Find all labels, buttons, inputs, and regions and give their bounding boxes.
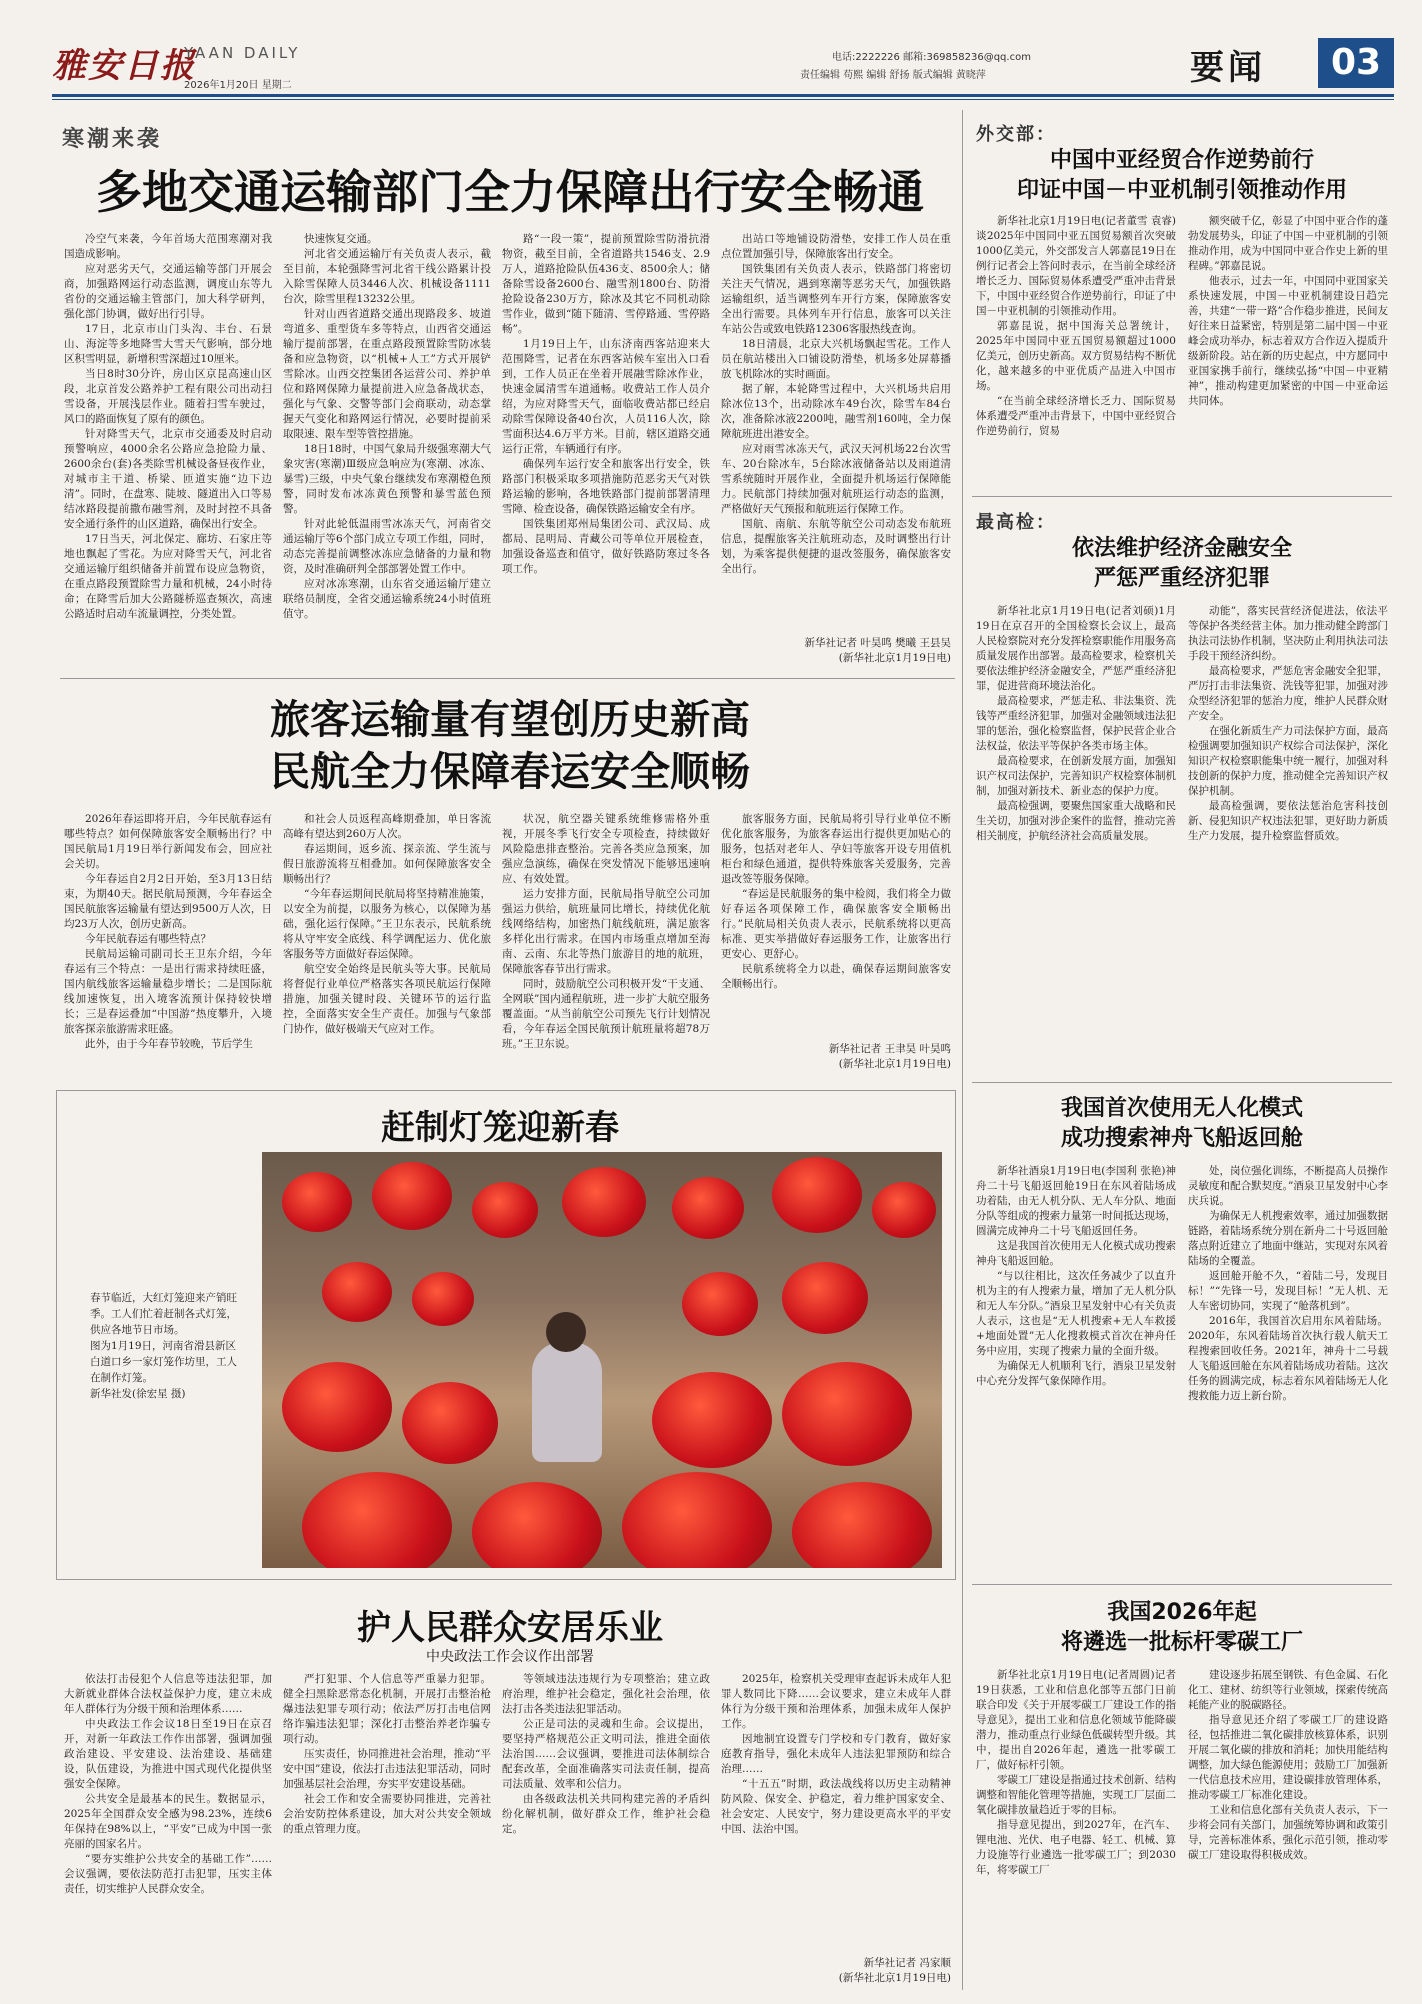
paragraph: 状况，航空器关键系统维修需格外重视，开展冬季飞行安全专项检查，持续做好风险隐患排查整治。完善各类应急预案，加强应急演练，确保在突发情况下能够迅速响应、有效处置。	[502, 813, 710, 885]
story2-headline-line1: 依法维护经济金融安全	[1071, 536, 1292, 561]
story1-column-1	[976, 214, 1176, 486]
security-column-3	[502, 1672, 710, 1988]
paragraph: 在强化新质生产力司法保护方面，最高检强调要加强知识产权综合司法保护，深化知识产权检察职能集中统一履行，加强对科技创新的保护力度，推动健全完善知识产权保护机制。	[1188, 725, 1388, 797]
photo-caption-block	[90, 1290, 240, 1402]
paragraph: 额突破千亿，彰显了中国中亚合作的蓬勃发展势头，印证了中国－中亚机制的引领推动作用，成为中国同中亚合作史上新的里程碑。”郭嘉昆说。	[1188, 215, 1388, 272]
story1-headline	[972, 146, 1392, 206]
paragraph: 返回舱开舱不久，“着陆二号，发现目标！”“先锋一号，发现目标！”无人机、无人车密切协同，实现了“舱落机到”。	[1188, 1270, 1388, 1312]
lantern-shape	[782, 1262, 868, 1334]
section-title: 要闻	[1190, 48, 1266, 88]
travel-column-1	[64, 812, 272, 1074]
paragraph: “今年春运期间民航局将坚持精准施策，以安全为前提，以服务为核心，以保障为基础，强化运行保障。”王卫东表示，民航系统将从守牢安全底线、科学调配运力、优化旅客服务等方面做好春运保障。	[283, 888, 491, 960]
paragraph: “与以往相比，这次任务减少了以直升机为主的有人搜索力量，增加了无人机分队和无人车分队。”酒泉卫星发射中心有关负责人表示，这也是“无人机搜索+无人车救援+地面处置”无人化搜救模式首次在神舟任务中应用，实现了搜索力量的全面升级。	[976, 1270, 1176, 1357]
paragraph: 国铁集团有关负责人表示，铁路部门将密切关注天气情况，遇到寒潮等恶劣天气，加强铁路运输组织，适当调整列车开行方案，保障旅客安全出行需要。具体列车开行信息，旅客可以关注车站公告或致电铁路12306客服热线查询。	[721, 263, 951, 335]
paragraph: 针对山西省道路交通出现路段多、坡道弯道多、重型货车多等特点，山西省交通运输厅提前部署，在重点路段预置除雪防冰装备和应急物资，以“机械+人工”方式开展铲雪除冰。山西交控集团各运营公司、养护单位和路网保障力量提前进入应急备战状态，强化与气象、交警等部门会商联动，动态掌握天气变化和路网运行情况，必要时提前采取限速、限车型等管控措施。	[283, 308, 491, 440]
worker-head	[546, 1312, 586, 1352]
lantern-shape	[562, 1167, 646, 1237]
paragraph: 2025年，检察机关受理审查起诉未成年人犯罪人数同比下降……会议要求，建立未成年人群体行为分级干预和治理体系，加强未成年人保护工作。	[721, 1673, 951, 1730]
paragraph: 动能”，落实民营经济促进法，依法平等保护各类经营主体。加力推动健全跨部门执法司法协作机制，坚决防止利用执法司法手段干预经济纠纷。	[1188, 605, 1388, 662]
paragraph: 新华社酒泉1月19日电(李国利 张艳)神舟二十号飞船返回舱19日在东风着陆场成功着陆，由无人机分队、无人车分队、地面分队等组成的搜索力量第一时间抵达现场，圆满完成神舟二十号飞船返回任务。	[976, 1165, 1176, 1237]
security-column-2	[283, 1672, 491, 1988]
travel-signature	[721, 1042, 951, 1076]
paragraph: 应对冰冻寒潮，山东省交通运输厅建立联络员制度，全省交通运输系统24小时值班值守。	[283, 578, 491, 620]
section-rule	[60, 678, 955, 679]
paragraph: 建设逐步拓展至钢铁、有色金属、石化化工、建材、纺织等行业领域，探索传统高耗能产业的脱碳路径。	[1188, 1669, 1388, 1711]
photo-headline: 赶制灯笼迎新春	[381, 1108, 619, 1148]
travel-column-3	[502, 812, 710, 1074]
paragraph: 新华社北京1月19日电(记者周圆)记者19日获悉，工业和信息化部等五部门日前联合印发《关于开展零碳工厂建设工作的指导意见》，提出工业和信息化领域节能降碳潜力，推动重点行业绿色低碳转型升级。其中，提出自2026年起，遴选一批零碳工厂，做好标杆引领。	[976, 1669, 1176, 1771]
paragraph: 旅客服务方面，民航局将引导行业单位不断优化旅客服务，为旅客春运出行提供更加贴心的服务，包括对老年人、孕妇等旅客开设专用值机柜台和绿色通道，提供特殊旅客关爱服务，完善退改签等服务保障。	[721, 813, 951, 885]
header-rule-thin	[52, 99, 1394, 100]
story2-column-1	[976, 604, 1176, 1074]
paragraph: 社会工作和安全需要协同推进，完善社会治安防控体系建设，加大对公共安全领域的重点管理力度。	[283, 1793, 491, 1835]
paragraph: 民航系统将全力以赴，确保春运期间旅客安全顺畅出行。	[721, 963, 951, 990]
header-rule	[52, 94, 1394, 97]
lantern-shape	[872, 1182, 936, 1238]
paragraph: 应对雨雪冰冻天气，武汉天河机场22台次雪车、20台除冰车，5台除冰液储备站以及雨道清雪系统随时开展作业，全面提升机场运行保障能力。民航部门持续加强对航班运行动态的监测，严格做好天气预报和航班运行保障工作。	[721, 443, 951, 515]
paragraph: 据了解，本轮降雪过程中，大兴机场共启用除冰位13个，出动除冰车49台次，除雪车84台次，准备除冰液2200吨，融雪剂160吨，全力保障航班进出港安全。	[721, 383, 951, 440]
paragraph: 河北省交通运输厅有关负责人表示，截至目前，本轮强降雪河北省干线公路累计投入除雪保障人员3446人次、机械设备1111台次，除雪里程13232公里。	[283, 248, 491, 305]
story1-headline-line1: 中国中亚经贸合作逆势前行	[1049, 148, 1314, 173]
travel-column-4	[721, 812, 951, 1038]
editor-credits: 责任编辑 苟熙 编辑 舒扬 版式编辑 黄晓萍	[800, 70, 986, 81]
paragraph: 18日清晨，北京大兴机场飘起雪花。工作人员在航站楼出入口铺设防滑垫，机场多处屏幕播放飞机除冰的实时画面。	[721, 338, 951, 380]
security-signature-name: 新华社记者 冯家顺	[863, 1957, 951, 1969]
paragraph: 和社会人员返程高峰期叠加，单日客流高峰有望达到260万人次。	[283, 813, 491, 840]
story2-headline-line2: 严惩严重经济犯罪	[1093, 566, 1270, 591]
lantern-shape	[782, 1362, 912, 1466]
paragraph: 应对恶劣天气，交通运输等部门开展会商，加强路网运行动态监测，调度山东等九省份的交通运输主管部门，加大科学研判，强化部门协调，做好出行引导。	[64, 263, 272, 320]
paragraph: “十五五”时期，政法战线将以历史主动精神防风险、保安全、护稳定，着力维护国家安全、社会安定、人民安宁，努力建设更高水平的平安中国、法治中国。	[721, 1778, 951, 1835]
travel-signature-name: 新华社记者 王聿昊 叶昊鸣	[828, 1043, 951, 1055]
security-column-1	[64, 1672, 272, 1988]
paragraph: 郭嘉昆说，据中国海关总署统计，2025年中国同中亚五国贸易额超过1000亿美元，创历史新高。双方贸易结构不断优化，越来越多的中亚优质产品进入中国市场。	[976, 320, 1176, 392]
paragraph: 春运期间，返乡流、探亲流、学生流与假日旅游流将互相叠加。如何保障旅客安全顺畅出行？	[283, 843, 491, 885]
paragraph: 当日8时30分许，房山区京昆高速山区段，北京首发公路养护工程有限公司出动扫雪设备，开展浅层作业。随着扫雪车驶过，风口的路面恢复了原有的颜色。	[64, 368, 272, 425]
paragraph: 路“一段一策”，提前预置除雪防滑抗滑物资，截至目前，全省道路共1546支、2.9万人，道路抢险队伍436支、8500余人；储备除雪设备2600台、融雪剂1800台、防滑抢险设备230万方，除冰及其它不同机动除雪作业，做到“随下随清、雪停路通、雪停路畅”。	[502, 233, 710, 335]
story2-headline	[972, 534, 1392, 594]
lead-signature	[721, 636, 951, 672]
paragraph: 处，岗位强化训练，不断提高人员操作灵敏度和配合默契度。”酒泉卫星发射中心李庆兵说。	[1188, 1165, 1388, 1207]
paragraph: “在当前全球经济增长乏力、国际贸易体系遭受严重冲击背景下，中国中亚经贸合作逆势前行，贸易	[976, 395, 1176, 437]
lead-signature-name: 新华社记者 叶昊鸣 樊曦 王县吴	[804, 637, 951, 649]
sidebar-rule	[972, 496, 1392, 497]
travel-headline	[60, 694, 960, 798]
lantern-workshop-photo	[262, 1152, 942, 1568]
paragraph: 由各级政法机关共同构建完善的矛盾纠纷化解机制，做好群众工作，维护社会稳定。	[502, 1793, 710, 1835]
lantern-shape	[282, 1362, 392, 1452]
lantern-shape	[622, 1472, 772, 1568]
lead-column-2	[283, 232, 491, 660]
paragraph: 中央政法工作会议18日至19日在京召开，对新一年政法工作作出部署，强调加强政治建设、平安建设、法治建设、基础建设，队伍建设，为推进中国式现代化提供坚强安全保障。	[64, 1718, 272, 1790]
paragraph: 新华社北京1月19日电(记者刘硕)1月19日在京召开的全国检察长会议上，最高人民检察院对充分发挥检察职能作用服务高质量发展作出部署。最高检要求，检察机关要依法维护经济金融安全，严惩严重经济犯罪，促进营商环境法治化。	[976, 605, 1176, 692]
lantern-shape	[372, 1162, 452, 1230]
security-column-4	[721, 1672, 951, 1954]
lantern-shape	[302, 1472, 452, 1568]
paragraph: 同时，鼓励航空公司积极开发“干支通、全网联”国内通程航班，进一步扩大航空服务覆盖面。“从当前航空公司预先飞行计划情况看，今年春运全国民航预计航班量将超78万班。”王卫东说。	[502, 978, 710, 1050]
story1-kicker: 外交部：	[976, 124, 1056, 145]
lead-column-1	[64, 232, 272, 660]
paragraph: 2016年，我国首次启用东风着陆场。2020年，东风着陆场首次执行载人航天工程搜索回收任务。2021年，神舟十二号载人飞船返回舱在东风着陆场成功着陆。这次任务的圆满完成，标志着东风着陆场无人化搜救能力迈上新台阶。	[1188, 1315, 1388, 1402]
paragraph: 工业和信息化部有关负责人表示，下一步将会同有关部门，加强统筹协调和政策引导，完善标准体系，强化示范引领，推动零碳工厂建设取得积极成效。	[1188, 1804, 1388, 1861]
paragraph: 冷空气来袭，今年首场大范围寒潮对我国造成影响。	[64, 233, 272, 260]
paragraph: 新华社北京1月19日电(记者董雪 袁睿)谈2025年中国同中亚五国贸易额首次突破1000亿美元，外交部发言人郭嘉昆19日在例行记者会上答问时表示，在当前全球经济增长乏力、国际贸易体系遭受严重冲击背景下，中国中亚经贸合作逆势前行，印证了中国－中亚机制的引领推动作用。	[976, 215, 1176, 317]
security-subhead: 中央政法工作会议作出部署	[426, 1649, 594, 1665]
paragraph: 公正是司法的灵魂和生命。会议提出，要坚持严格规范公正文明司法，推进全面依法治国……会议强调，要推进司法体制综合配套改革，全面准确落实司法责任制，提高司法质量、效率和公信力。	[502, 1718, 710, 1790]
paragraph: 今年春运自2月2日开始，至3月13日结束，为期40天。据民航局预测，今年春运全国民航旅客运输量有望达到9500万人次，日均23万人次，创历史新高。	[64, 873, 272, 930]
lantern-shape	[792, 1482, 932, 1568]
lantern-shape	[402, 1382, 498, 1464]
paragraph: 国铁集团郑州局集团公司、武汉局、成都局、昆明局、青藏公司等单位开展检查，加强设备巡查和值守，做好铁路防寒过冬各项工作。	[502, 518, 710, 575]
security-signature	[721, 1956, 951, 1988]
paragraph: 因地制宜设置专门学校和专门教育，做好家庭教育指导，强化未成年人违法犯罪预防和综合治理……	[721, 1733, 951, 1775]
paragraph: 最高检强调，要聚焦国家重大战略和民生关切，加强对涉企案件的监督，推动完善相关制度，护航经济社会高质量发展。	[976, 800, 1176, 842]
story2-kicker: 最高检：	[976, 512, 1056, 533]
paragraph: 17日当天，河北保定、廊坊、石家庄等地也飘起了雪花。为应对降雪天气，河北省交通运输厅组织储备并前置布设应急物资，在重点路段预置除雪力量和机械，24小时待命；在降雪后加大公路隧桥巡查频次，高速公路适时启动车流量调控，分类处置。	[64, 533, 272, 620]
story3-headline-line1: 我国首次使用无人化模式	[1060, 1096, 1303, 1121]
paragraph: 民航局运输司副司长王卫东介绍，今年春运有三个特点：一是出行需求持续旺盛，国内航线旅客运输量稳步增长；二是国际航线加速恢复，出入境客流预计保持较快增长；三是春运叠加“中国游”热度攀升，入境旅客探亲旅游需求旺盛。	[64, 948, 272, 1035]
paragraph: 指导意见还介绍了零碳工厂的建设路径，包括推进二氧化碳排放核算体系，识别开展二氧化碳的排放和消耗；加快用能结构调整，加大绿色能源使用；鼓励工厂加强新一代信息技术应用，建设碳排放管理体系，推动零碳工厂标准化建设。	[1188, 1714, 1388, 1801]
paragraph: 出站口等地铺设防滑垫，安排工作人员在重点位置加强引导，保障旅客出行安全。	[721, 233, 951, 260]
paragraph: 今年民航春运有哪些特点？	[85, 933, 211, 945]
paragraph: 确保列车运行安全和旅客出行安全，铁路部门积极采取多项措施防范恶劣天气对铁路运输的影响，各地铁路部门提前部署清理雪障、检查设备，确保铁路运输安全有序。	[502, 458, 710, 515]
paragraph: 快速恢复交通。	[304, 233, 378, 245]
paragraph: 依法打击侵犯个人信息等违法犯罪，加大新就业群体合法权益保护力度，建立未成年人群体行为分级干预和治理体系……	[64, 1673, 272, 1715]
travel-column-2	[283, 812, 491, 1074]
lantern-shape	[682, 1272, 758, 1336]
security-headline: 护人民群众安居乐业	[357, 1608, 663, 1648]
lead-headline: 多地交通运输部门全力保障出行安全畅通	[96, 165, 924, 219]
worker-figure	[532, 1342, 602, 1462]
lantern-shape	[652, 1372, 772, 1468]
issue-date: 2026年1月20日 星期二	[184, 80, 292, 91]
lantern-shape	[772, 1157, 862, 1233]
travel-signature-dateline: (新华社北京1月19日电)	[838, 1058, 951, 1070]
paragraph: 17日，北京市山门头沟、丰台、石景山、海淀等多地降雪大雪天气影响，部分地区积雪明显，新增积雪深超过10厘米。	[64, 323, 272, 365]
lantern-shape	[472, 1482, 602, 1568]
paragraph: 为确保无人机顺利飞行，酒泉卫星发射中心充分发挥气象保障作用。	[976, 1360, 1176, 1387]
paragraph: 为确保无人机搜索效率，通过加强数据链路，着陆场系统分别在新舟二十号返回舱落点附近建立了地面中继站，实现对东风着陆场的全覆盖。	[1188, 1210, 1388, 1267]
photo-credit: 新华社发(徐宏星 摄)	[90, 1388, 186, 1400]
lead-column-4	[721, 232, 951, 632]
paragraph: 他表示，过去一年，中国同中亚国家关系快速发展，中国－中亚机制建设日趋完善，共建“一带一路”合作稳步推进，民间友好往来日益紧密，特别是第二届中国－中亚峰会成功举办，标志着双方合作迈入提质升级新阶段。站在新的历史起点，中方愿同中亚国家携手前行，继续弘扬“中国－中亚精神”，推动构建更加紧密的中国－中亚命运共同体。	[1188, 275, 1388, 407]
lead-signature-dateline: (新华社北京1月19日电)	[838, 652, 951, 664]
paragraph: 这是我国首次使用无人化模式成功搜索神舟飞船返回舱。	[976, 1240, 1176, 1267]
lantern-shape	[282, 1172, 352, 1232]
paragraph: 18日18时，中国气象局升级强寒潮大气象灾害(寒潮)Ⅲ级应急响应为(寒潮、冰冻、暴雪)三级，中央气象台继续发布寒潮橙色预警，同时发布冰冻黄色预警和暴雪蓝色预警。	[283, 443, 491, 515]
page-number: 03	[1318, 38, 1394, 88]
paragraph: “要夯实维护公共安全的基础工作”……会议强调，要依法防范打击犯罪，压实主体责任，切实维护人民群众安全。	[64, 1853, 272, 1895]
paragraph: 针对降雪天气，北京市交通委及时启动预警响应，4000余名公路应急抢险力量、2600余台(套)各类除雪机械设备昼夜作业，对城市主干道、桥梁、匝道实施“边下边清”。同时，在盘寒、陡坡、隧道出入口等易结冰路段提前撒布融雪剂，及时封控不具备安全通行条件的山区道路，确保出行安全。	[64, 428, 272, 530]
paragraph: 最高检强调，要依法惩治危害科技创新、侵犯知识产权违法犯罪，更好助力新质生产力发展，提升检察监督质效。	[1188, 800, 1388, 842]
travel-headline-line2: 民航全力保障春运安全顺畅	[270, 749, 750, 795]
paragraph: 针对此轮低温雨雪冰冻天气，河南省交通运输厅等6个部门成立专项工作组，同时，动态完善提前调整冰冻应急储备的力量和物资，及时准确研判全部部署处置工作中。	[283, 518, 491, 575]
story1-column-2	[1188, 214, 1388, 486]
paragraph: 压实责任，协同推进社会治理，推动“平安中国”建设，依法打击违法犯罪活动，同时加强基层社会治理，夯实平安建设基础。	[283, 1748, 491, 1790]
paragraph: 等领域违法违规行为专项整治；建立政府治理，维护社会稳定，强化社会治理，依法打击各类违法犯罪活动。	[502, 1673, 710, 1715]
sidebar-rule	[972, 1584, 1392, 1585]
story4-headline	[972, 1598, 1392, 1658]
paragraph: 国航、南航、东航等航空公司动态发布航班信息，提醒旅客关注航班动态，及时调整出行计划，为乘客提供便捷的退改签服务，确保旅客安全出行。	[721, 518, 951, 575]
lead-kicker: 寒潮来袭	[62, 126, 163, 152]
story3-column-2	[1188, 1164, 1388, 1570]
paragraph: 零碳工厂建设是指通过技术创新、结构调整和智能化管理等措施，实现工厂层面二氧化碳排放量趋近于零的目标。	[976, 1774, 1176, 1816]
story4-column-2	[1188, 1668, 1388, 1988]
paragraph: 1月19日上午，山东济南西客站迎来大范围降雪，记者在东西客站候车室出入口看到，工作人员正在坐着开展融雪除冰作业，快速金属清雪车道通畅。收费站工作人员介绍，为应对降雪天气，面临收费站都已经启动除雪保障设备40台次，人员116人次，除雪面积达4.6万平方米。目前，辖区道路交通运行正常，车辆通行有序。	[502, 338, 710, 455]
lantern-shape	[472, 1182, 538, 1238]
lantern-shape	[672, 1177, 744, 1239]
paragraph: 最高检要求，在创新发展方面，加强知识产权司法保护，完善知识产权检察体制机制，加强对新技术、新业态的保护力度。	[976, 755, 1176, 797]
story3-headline	[972, 1094, 1392, 1154]
newspaper-logo: 雅安日报	[52, 46, 196, 86]
story4-headline-line1: 我国2026年起	[1107, 1600, 1257, 1625]
story2-column-2	[1188, 604, 1388, 1074]
paragraph: 此外，由于今年春节较晚，节后学生	[85, 1038, 253, 1050]
paragraph: 最高检要求，严惩危害金融安全犯罪，严厉打击非法集资、洗钱等犯罪，加强对涉众型经济犯罪的惩治力度，维护人民群众财产安全。	[1188, 665, 1388, 722]
paragraph: 2026年春运即将开启，今年民航春运有哪些特点？如何保障旅客安全顺畅出行？中国民航局1月19日举行新闻发布会，回应社会关切。	[64, 813, 272, 870]
column-divider	[962, 110, 963, 1990]
paragraph: 航空安全始终是民航头等大事。民航局将督促行业单位严格落实各项民航运行保障措施，加强关键时段、关键环节的运行监控，全面落实安全生产责任。加强与气象部门协作，做好极端天气应对工作。	[283, 963, 491, 1035]
paragraph: 最高检要求，严惩走私、非法集资、洗钱等严重经济犯罪，加强对金融领域违法犯罪的惩治，强化检察监督，保护民营企业合法权益，依法平等保护各类市场主体。	[976, 695, 1176, 752]
paragraph: 运力安排方面，民航局指导航空公司加强运力供给，航班量同比增长，持续优化航线网络结构，加密热门航线航班，满足旅客多样化出行需求。在国内市场重点增加至海南、云南、东北等热门旅游目的地的航班，保障旅客春节出行需求。	[502, 888, 710, 975]
newspaper-english-name: YAAN DAILY	[184, 44, 301, 62]
story3-column-1	[976, 1164, 1176, 1570]
travel-headline-line1: 旅客运输量有望创历史新高	[270, 697, 750, 743]
paragraph: 指导意见提出，到2027年，在汽车、锂电池、光伏、电子电器、轻工、机械、算力设施等行业遴选一批零碳工厂；到2030年，将零碳工厂	[976, 1819, 1176, 1876]
paragraph: 严打犯罪、个人信息等严重暴力犯罪。健全扫黑除恶常态化机制，开展打击整治枪爆违法犯罪专项行动；依法严厉打击电信网络诈骗违法犯罪；深化打击整治养老诈骗专项行动。	[283, 1673, 491, 1745]
photo-caption: 春节临近，大红灯笼迎来产销旺季。工人们忙着赶制各式灯笼，供应各地节日市场。 图为1月19日，河南省滑县新区白道口乡一家灯笼作坊里，工人在制作灯笼。	[90, 1292, 237, 1384]
sidebar-rule	[972, 1082, 1392, 1083]
paragraph: “春运是民航服务的集中检阅，我们将全力做好春运各项保障工作，确保旅客安全顺畅出行。”民航局相关负责人表示，民航系统将以更高标准、更实举措做好春运服务工作，让旅客出行更安心、更舒心。	[721, 888, 951, 960]
paragraph: 公共安全是最基本的民生。数据显示，2025年全国群众安全感为98.23%，连续6年保持在98%以上，“平安”已成为中国一张亮丽的国家名片。	[64, 1793, 272, 1850]
lantern-shape	[412, 1272, 474, 1326]
story1-headline-line2: 印证中国－中亚机制引领推动作用	[1016, 178, 1347, 203]
lead-column-3	[502, 232, 710, 660]
security-signature-dateline: (新华社北京1月19日电)	[838, 1972, 951, 1984]
contact-info: 电话:2222226 邮箱:369858236@qq.com	[832, 52, 1031, 63]
story4-column-1	[976, 1668, 1176, 1988]
story4-headline-line2: 将遴选一批标杆零碳工厂	[1060, 1630, 1303, 1655]
story3-headline-line2: 成功搜索神舟飞船返回舱	[1060, 1126, 1303, 1151]
lantern-shape	[322, 1262, 392, 1322]
